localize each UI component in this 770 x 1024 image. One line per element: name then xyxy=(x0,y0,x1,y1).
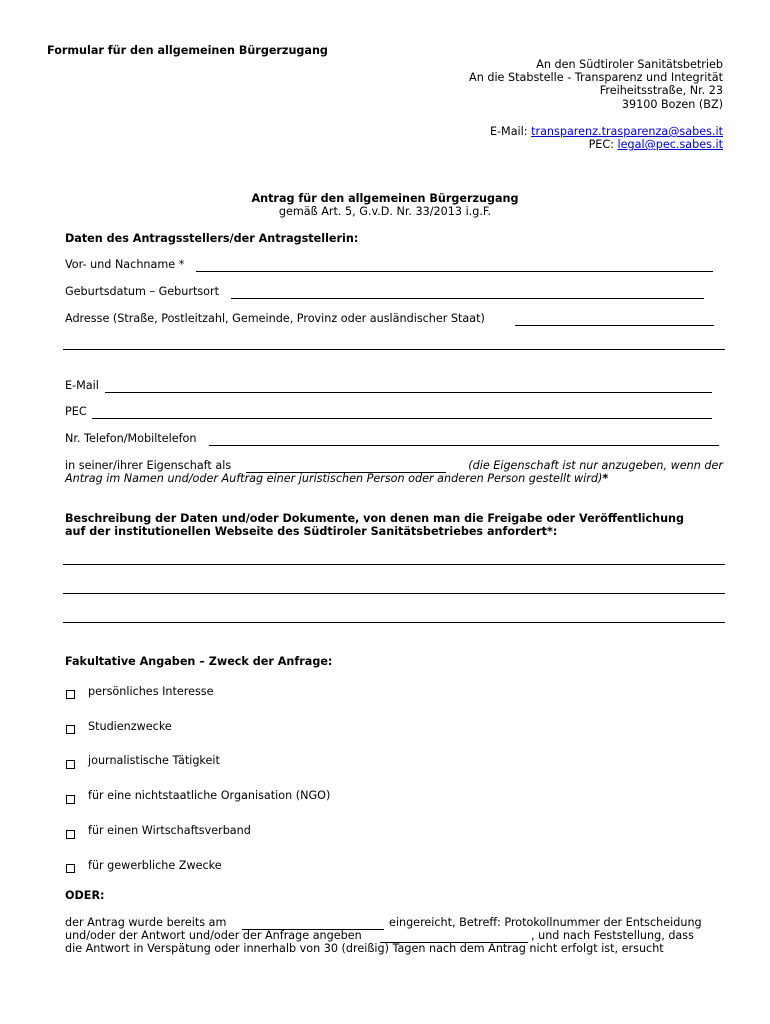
capacity-field[interactable] xyxy=(246,459,446,473)
checkbox-label-ngo: für eine nichtstaatliche Organisation (NGO) xyxy=(88,789,331,802)
checkbox-ngo[interactable] xyxy=(66,795,75,804)
description-title-line-1: Beschreibung der Daten und/oder Dokumente, von denen man die Freigabe oder Veröffentlichung xyxy=(65,512,685,525)
capacity-required-star: * xyxy=(602,472,609,485)
submission-date-field[interactable] xyxy=(242,916,384,930)
protocol-number-field[interactable] xyxy=(380,929,528,943)
request-title: Antrag für den allgemeinen Bürgerzugang xyxy=(251,192,519,205)
checkbox-label-personal-interest: persönliches Interesse xyxy=(88,685,214,698)
birth-label: Geburtsdatum – Geburtsort xyxy=(65,285,219,298)
capacity-note-line-2: Antrag im Namen und/oder Auftrag einer juristischen Person oder anderen Person gestellt wird) xyxy=(65,472,603,485)
address-label: Adresse (Straße, Postleitzahl, Gemeinde, Provinz oder ausländischer Staat) xyxy=(65,312,485,325)
checkbox-study[interactable] xyxy=(66,725,75,734)
birth-field[interactable] xyxy=(231,285,704,299)
capacity-note-line-1: (die Eigenschaft ist nur anzugeben, wenn der xyxy=(468,459,723,472)
checkbox-label-study: Studienzwecke xyxy=(88,720,172,733)
oder-line-2-end: , und nach Feststellung, dass xyxy=(531,929,694,942)
checkbox-commercial[interactable] xyxy=(66,864,75,873)
request-subtitle: gemäß Art. 5, G.v.D. Nr. 33/2013 i.g.F. xyxy=(278,205,492,218)
description-title-line-2: auf der institutionellen Webseite des Südtiroler Sanitätsbetriebes anfordert*: xyxy=(65,525,558,538)
name-field[interactable] xyxy=(196,258,713,272)
optional-section-title: Fakultative Angaben – Zweck der Anfrage: xyxy=(65,655,333,668)
checkbox-journalism[interactable] xyxy=(66,760,75,769)
recipient-line-3: Freiheitsstraße, Nr. 23 xyxy=(599,84,723,97)
checkbox-personal-interest[interactable] xyxy=(66,690,75,699)
description-field-line-2[interactable] xyxy=(63,593,725,594)
applicant-section-title: Daten des Antragsstellers/der Antragstellerin: xyxy=(65,232,359,245)
oder-label: ODER: xyxy=(65,889,105,902)
recipient-line-1: An den Südtiroler Sanitätsbetrieb xyxy=(536,58,723,71)
form-title: Formular für den allgemeinen Bürgerzugang xyxy=(47,44,328,57)
pec-field[interactable] xyxy=(92,405,712,419)
description-field-line-3[interactable] xyxy=(63,622,725,623)
address-field[interactable] xyxy=(515,312,714,326)
recipient-pec-link[interactable]: legal@pec.sabes.it xyxy=(617,138,723,151)
address-field-line-2[interactable] xyxy=(63,349,725,350)
capacity-note-line-2-wrap xyxy=(65,472,608,485)
oder-line-1-end: eingereicht, Betreff: Protokollnummer der Entscheidung xyxy=(389,916,702,929)
phone-field[interactable] xyxy=(209,432,719,446)
recipient-email-link[interactable]: transparenz.trasparenza@sabes.it xyxy=(531,125,723,138)
recipient-email-label: E-Mail: xyxy=(489,125,532,138)
pec-label: PEC xyxy=(65,405,87,418)
recipient-pec-label: PEC: xyxy=(588,138,618,151)
oder-line-2-start: und/oder der Antwort und/oder der Anfrage angeben xyxy=(65,929,362,942)
checkbox-label-journalism: journalistische Tätigkeit xyxy=(88,754,220,767)
email-label: E-Mail xyxy=(65,379,99,392)
capacity-label: in seiner/ihrer Eigenschaft als xyxy=(65,459,232,472)
recipient-email-line xyxy=(490,125,723,138)
oder-line-1-start: der Antrag wurde bereits am xyxy=(65,916,227,929)
checkbox-label-business-association: für einen Wirtschaftsverband xyxy=(88,824,251,837)
phone-label: Nr. Telefon/Mobiltelefon xyxy=(65,432,197,445)
name-label: Vor- und Nachname * xyxy=(65,258,185,271)
recipient-pec-line xyxy=(589,138,723,151)
recipient-line-2: An die Stabstelle - Transparenz und Integrität xyxy=(469,71,723,84)
recipient-line-4: 39100 Bozen (BZ) xyxy=(621,98,723,111)
oder-line-3: die Antwort in Verspätung oder innerhalb von 30 (dreißig) Tagen nach dem Antrag nicht erfolgt ist, ersucht xyxy=(65,942,664,955)
checkbox-business-association[interactable] xyxy=(66,830,75,839)
email-field[interactable] xyxy=(105,379,712,393)
description-field-line-1[interactable] xyxy=(63,564,725,565)
checkbox-label-commercial: für gewerbliche Zwecke xyxy=(88,859,222,872)
